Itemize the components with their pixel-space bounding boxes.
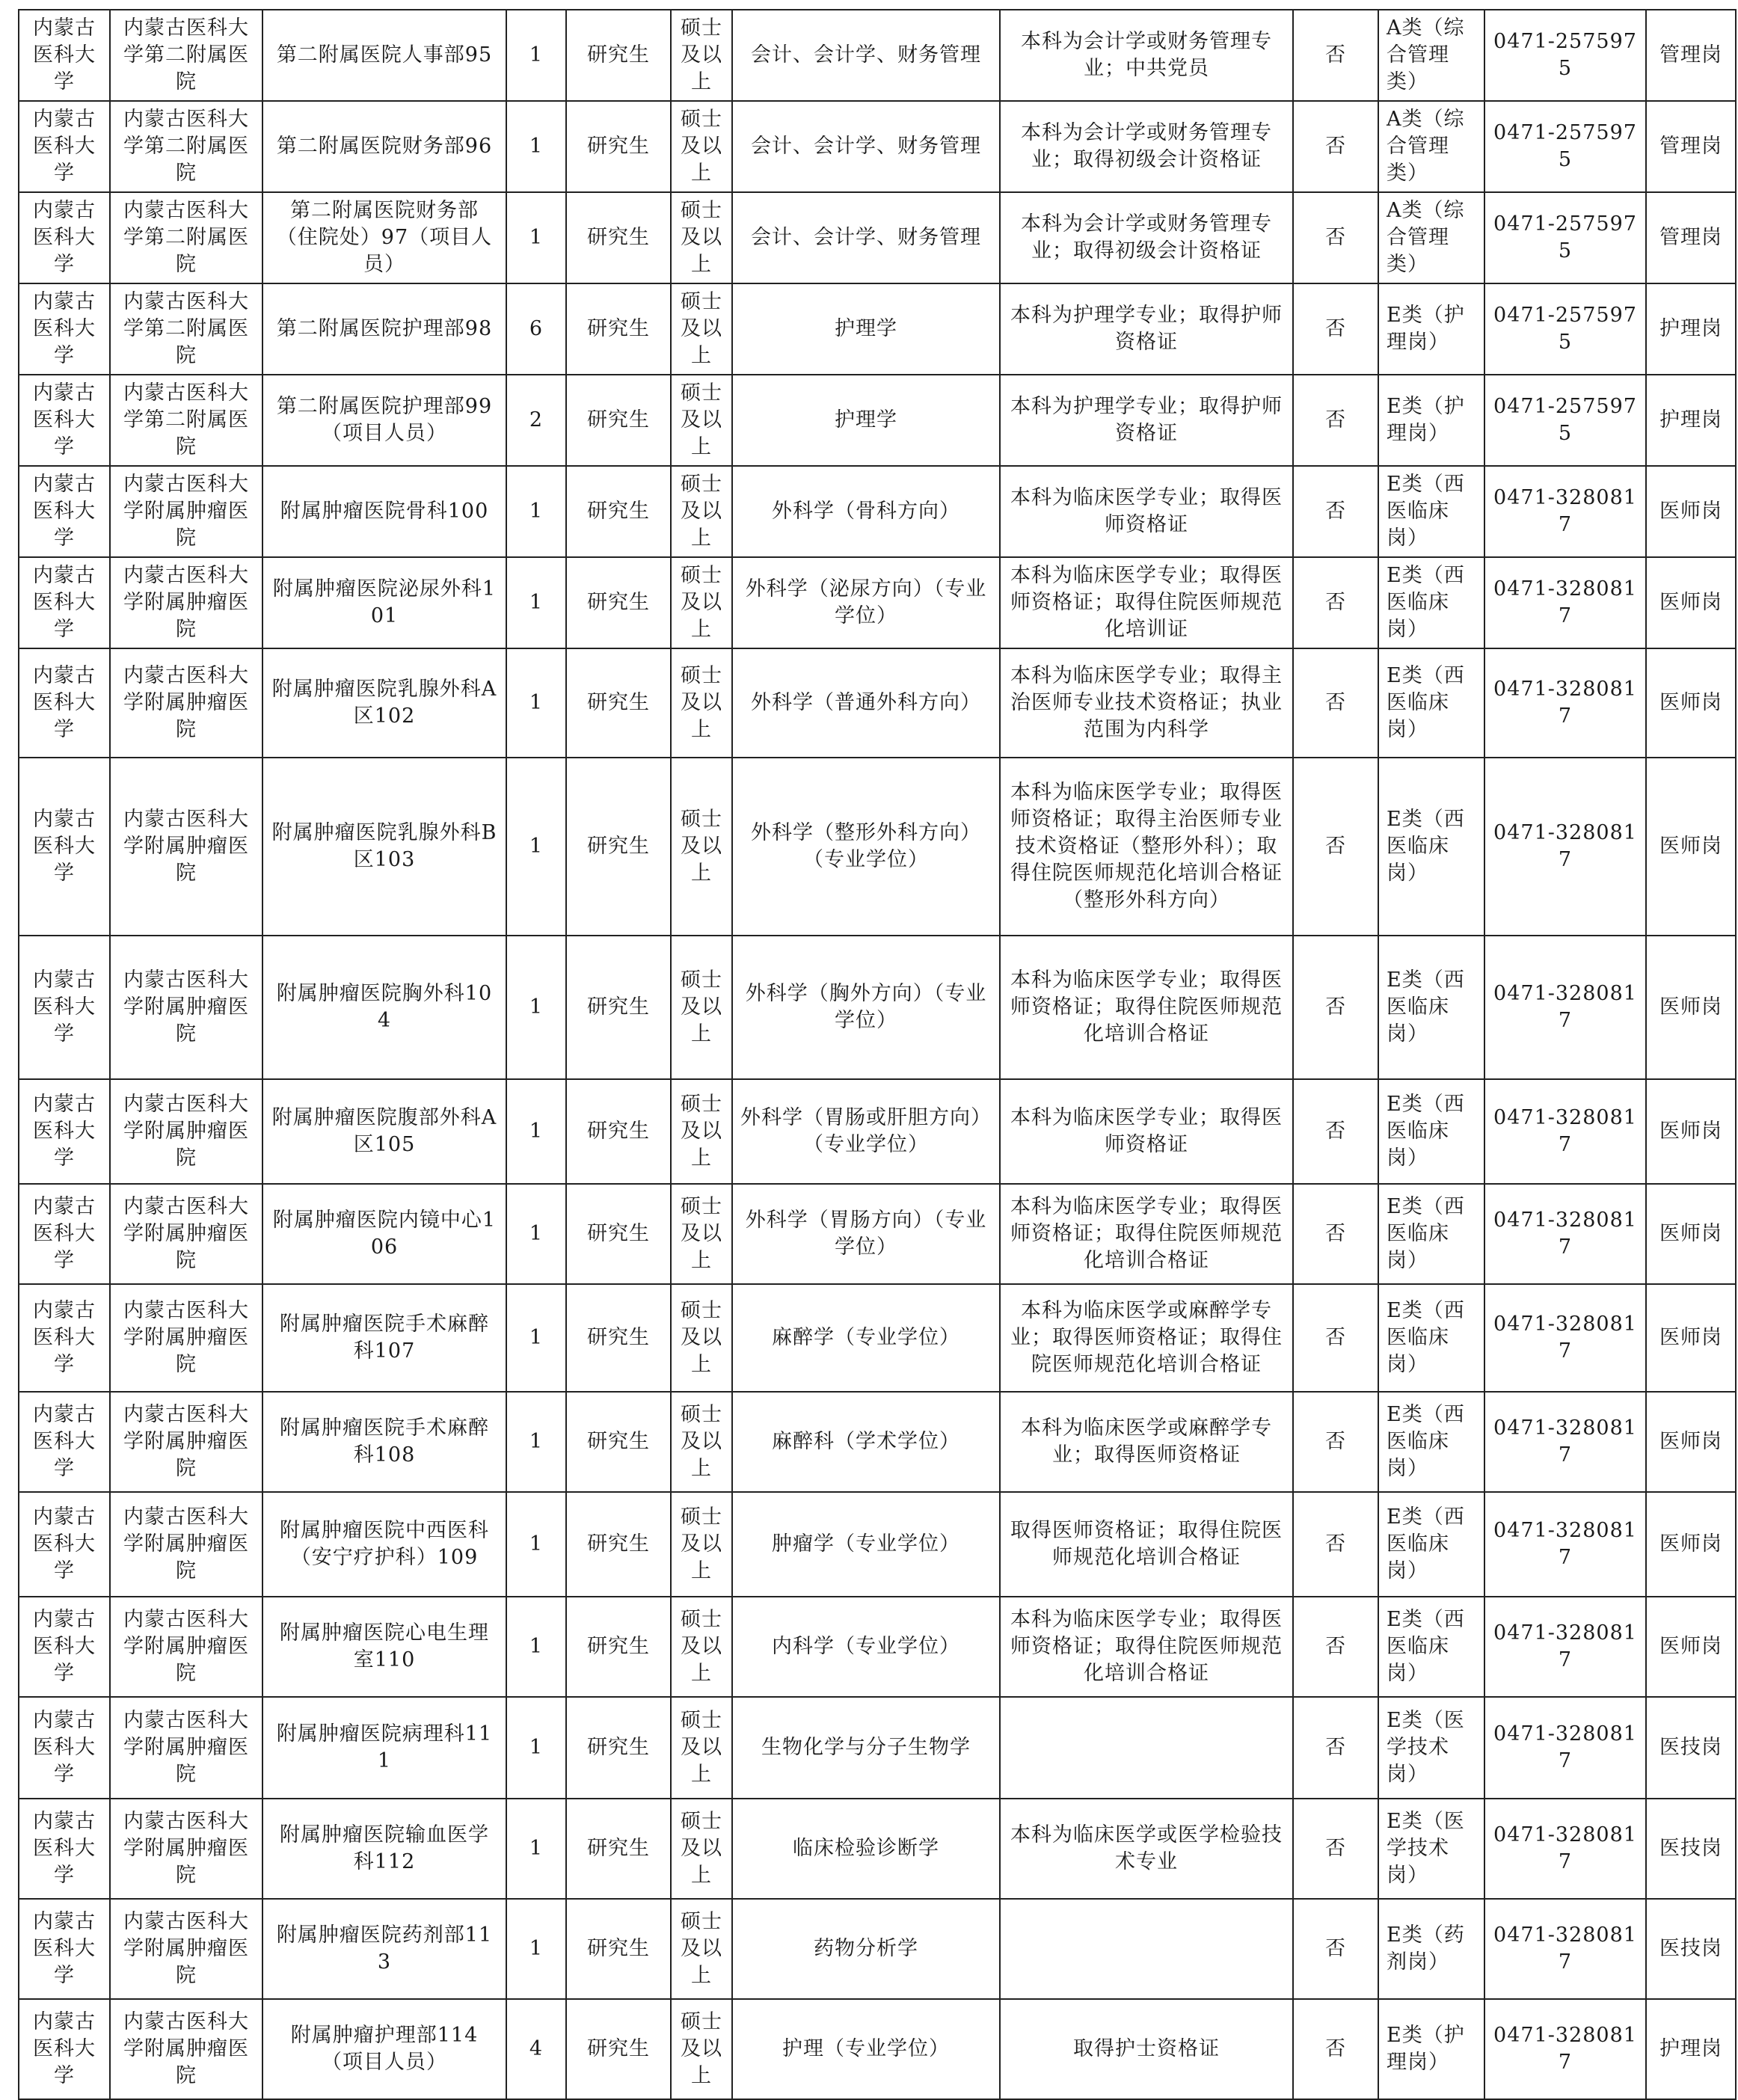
unit-cell: 内蒙古医科大学附属肿瘤医院 [110, 1597, 262, 1697]
phone-cell: 0471-3280817 [1484, 1999, 1646, 2099]
category-cell: E类（西医临床岗） [1378, 936, 1484, 1079]
department-cell: 附属肿瘤医院胸外科104 [262, 936, 506, 1079]
school-cell: 内蒙古医科大学 [19, 1079, 110, 1184]
table-row [19, 10, 1736, 101]
post-type-cell: 医师岗 [1646, 1492, 1736, 1597]
post-type-cell: 管理岗 [1646, 10, 1736, 101]
major-cell: 药物分析学 [732, 1899, 1000, 1999]
major-cell: 会计、会计学、财务管理 [732, 101, 1000, 192]
requirements-cell: 本科为临床医学专业；取得医师资格证；取得住院医师规范化培训证 [1000, 557, 1293, 648]
post-type-cell: 医师岗 [1646, 648, 1736, 758]
table-row [19, 557, 1736, 648]
major-cell: 外科学（普通外科方向） [732, 648, 1000, 758]
post-type-cell: 医师岗 [1646, 1079, 1736, 1184]
flag-cell: 否 [1293, 192, 1378, 283]
major-cell: 肿瘤学（专业学位） [732, 1492, 1000, 1597]
school-cell: 内蒙古医科大学 [19, 1184, 110, 1284]
requirements-cell: 本科为临床医学专业；取得医师资格证；取得住院医师规范化培训合格证 [1000, 1597, 1293, 1697]
education-cell: 研究生 [566, 758, 671, 936]
post-type-cell: 医师岗 [1646, 557, 1736, 648]
flag-cell: 否 [1293, 1184, 1378, 1284]
phone-cell: 0471-3280817 [1484, 1284, 1646, 1392]
table-row [19, 375, 1736, 466]
post-type-cell: 医师岗 [1646, 1284, 1736, 1392]
category-cell: E类（西医临床岗） [1378, 1079, 1484, 1184]
school-cell: 内蒙古医科大学 [19, 375, 110, 466]
table-row [19, 936, 1736, 1079]
table-row [19, 1899, 1736, 1999]
education-cell: 研究生 [566, 1799, 671, 1899]
post-type-cell: 医技岗 [1646, 1697, 1736, 1799]
unit-cell: 内蒙古医科大学附属肿瘤医院 [110, 1392, 262, 1492]
phone-cell: 0471-3280817 [1484, 1597, 1646, 1697]
table-row [19, 283, 1736, 375]
department-cell: 第二附属医院财务部96 [262, 101, 506, 192]
phone-cell: 0471-2575975 [1484, 10, 1646, 101]
education-cell: 研究生 [566, 466, 671, 557]
category-cell: E类（护理岗） [1378, 283, 1484, 375]
category-cell: E类（西医临床岗） [1378, 1184, 1484, 1284]
table-row [19, 1492, 1736, 1597]
requirements-cell: 本科为临床医学或医学检验技术专业 [1000, 1799, 1293, 1899]
category-cell: A类（综合管理类） [1378, 10, 1484, 101]
major-cell: 内科学（专业学位） [732, 1597, 1000, 1697]
headcount-cell: 1 [506, 1899, 566, 1999]
school-cell: 内蒙古医科大学 [19, 192, 110, 283]
education-cell: 研究生 [566, 1597, 671, 1697]
education-cell: 研究生 [566, 1284, 671, 1392]
major-cell: 外科学（整形外科方向）（专业学位） [732, 758, 1000, 936]
phone-cell: 0471-3280817 [1484, 936, 1646, 1079]
major-cell: 麻醉学（专业学位） [732, 1284, 1000, 1392]
flag-cell: 否 [1293, 375, 1378, 466]
department-cell: 附属肿瘤医院输血医学科112 [262, 1799, 506, 1899]
headcount-cell: 1 [506, 1184, 566, 1284]
category-cell: E类（西医临床岗） [1378, 466, 1484, 557]
category-cell: E类（西医临床岗） [1378, 557, 1484, 648]
major-cell: 护理学 [732, 375, 1000, 466]
department-cell: 附属肿瘤医院腹部外科A区105 [262, 1079, 506, 1184]
post-type-cell: 医师岗 [1646, 936, 1736, 1079]
degree-cell: 硕士及以上 [671, 1392, 732, 1492]
flag-cell: 否 [1293, 1392, 1378, 1492]
degree-cell: 硕士及以上 [671, 1697, 732, 1799]
department-cell: 附属肿瘤护理部114（项目人员） [262, 1999, 506, 2099]
degree-cell: 硕士及以上 [671, 1597, 732, 1697]
category-cell: E类（西医临床岗） [1378, 1597, 1484, 1697]
school-cell: 内蒙古医科大学 [19, 936, 110, 1079]
unit-cell: 内蒙古医科大学附属肿瘤医院 [110, 758, 262, 936]
table-row [19, 1999, 1736, 2099]
requirements-cell: 本科为临床医学专业；取得医师资格证 [1000, 1079, 1293, 1184]
school-cell: 内蒙古医科大学 [19, 1597, 110, 1697]
school-cell: 内蒙古医科大学 [19, 1697, 110, 1799]
headcount-cell: 1 [506, 1492, 566, 1597]
headcount-cell: 1 [506, 557, 566, 648]
school-cell: 内蒙古医科大学 [19, 10, 110, 101]
category-cell: E类（护理岗） [1378, 1999, 1484, 2099]
flag-cell: 否 [1293, 1079, 1378, 1184]
education-cell: 研究生 [566, 1697, 671, 1799]
category-cell: E类（西医临床岗） [1378, 648, 1484, 758]
post-type-cell: 管理岗 [1646, 192, 1736, 283]
department-cell: 附属肿瘤医院药剂部113 [262, 1899, 506, 1999]
major-cell: 会计、会计学、财务管理 [732, 192, 1000, 283]
requirements-cell: 本科为临床医学专业；取得医师资格证 [1000, 466, 1293, 557]
education-cell: 研究生 [566, 192, 671, 283]
category-cell: E类（西医临床岗） [1378, 1492, 1484, 1597]
headcount-cell: 1 [506, 936, 566, 1079]
headcount-cell: 4 [506, 1999, 566, 2099]
unit-cell: 内蒙古医科大学第二附属医院 [110, 101, 262, 192]
category-cell: E类（西医临床岗） [1378, 1284, 1484, 1392]
education-cell: 研究生 [566, 1392, 671, 1492]
post-type-cell: 医技岗 [1646, 1899, 1736, 1999]
unit-cell: 内蒙古医科大学附属肿瘤医院 [110, 1999, 262, 2099]
degree-cell: 硕士及以上 [671, 1999, 732, 2099]
school-cell: 内蒙古医科大学 [19, 1392, 110, 1492]
requirements-cell: 本科为临床医学专业；取得医师资格证；取得住院医师规范化培训合格证 [1000, 936, 1293, 1079]
flag-cell: 否 [1293, 936, 1378, 1079]
headcount-cell: 1 [506, 1392, 566, 1492]
unit-cell: 内蒙古医科大学附属肿瘤医院 [110, 1284, 262, 1392]
school-cell: 内蒙古医科大学 [19, 101, 110, 192]
headcount-cell: 1 [506, 1079, 566, 1184]
degree-cell: 硕士及以上 [671, 1184, 732, 1284]
school-cell: 内蒙古医科大学 [19, 1284, 110, 1392]
department-cell: 附属肿瘤医院手术麻醉科107 [262, 1284, 506, 1392]
requirements-cell [1000, 1697, 1293, 1799]
phone-cell: 0471-3280817 [1484, 1079, 1646, 1184]
education-cell: 研究生 [566, 557, 671, 648]
department-cell: 第二附属医院护理部98 [262, 283, 506, 375]
department-cell: 附属肿瘤医院乳腺外科B区103 [262, 758, 506, 936]
post-type-cell: 护理岗 [1646, 375, 1736, 466]
requirements-cell: 本科为护理学专业；取得护师资格证 [1000, 283, 1293, 375]
education-cell: 研究生 [566, 936, 671, 1079]
table-row [19, 1697, 1736, 1799]
phone-cell: 0471-3280817 [1484, 648, 1646, 758]
major-cell: 麻醉科（学术学位） [732, 1392, 1000, 1492]
school-cell: 内蒙古医科大学 [19, 466, 110, 557]
table-row [19, 466, 1736, 557]
flag-cell: 否 [1293, 1284, 1378, 1392]
flag-cell: 否 [1293, 10, 1378, 101]
flag-cell: 否 [1293, 1999, 1378, 2099]
flag-cell: 否 [1293, 101, 1378, 192]
department-cell: 第二附属医院护理部99（项目人员） [262, 375, 506, 466]
unit-cell: 内蒙古医科大学第二附属医院 [110, 375, 262, 466]
post-type-cell: 医师岗 [1646, 1184, 1736, 1284]
category-cell: E类（医学技术岗） [1378, 1799, 1484, 1899]
flag-cell: 否 [1293, 1799, 1378, 1899]
phone-cell: 0471-3280817 [1484, 1899, 1646, 1999]
requirements-cell: 取得护士资格证 [1000, 1999, 1293, 2099]
unit-cell: 内蒙古医科大学第二附属医院 [110, 192, 262, 283]
school-cell: 内蒙古医科大学 [19, 557, 110, 648]
degree-cell: 硕士及以上 [671, 375, 732, 466]
category-cell: E类（西医临床岗） [1378, 1392, 1484, 1492]
requirements-cell [1000, 1899, 1293, 1999]
phone-cell: 0471-2575975 [1484, 192, 1646, 283]
degree-cell: 硕士及以上 [671, 648, 732, 758]
requirements-cell: 本科为会计学或财务管理专业；取得初级会计资格证 [1000, 101, 1293, 192]
major-cell: 护理学 [732, 283, 1000, 375]
table-row [19, 1392, 1736, 1492]
headcount-cell: 1 [506, 466, 566, 557]
department-cell: 附属肿瘤医院乳腺外科A区102 [262, 648, 506, 758]
flag-cell: 否 [1293, 283, 1378, 375]
major-cell: 护理（专业学位） [732, 1999, 1000, 2099]
requirements-cell: 本科为临床医学专业；取得医师资格证；取得主治医师专业技术资格证（整形外科）；取得住院医师规范化培训合格证（整形外科方向） [1000, 758, 1293, 936]
requirements-cell: 本科为临床医学或麻醉学专业；取得医师资格证；取得住院医师规范化培训合格证 [1000, 1284, 1293, 1392]
requirements-cell: 本科为会计学或财务管理专业；取得初级会计资格证 [1000, 192, 1293, 283]
category-cell: A类（综合管理类） [1378, 101, 1484, 192]
department-cell: 附属肿瘤医院中西医科（安宁疗护科）109 [262, 1492, 506, 1597]
requirements-cell: 本科为会计学或财务管理专业；中共党员 [1000, 10, 1293, 101]
major-cell: 临床检验诊断学 [732, 1799, 1000, 1899]
headcount-cell: 1 [506, 1697, 566, 1799]
flag-cell: 否 [1293, 1597, 1378, 1697]
degree-cell: 硕士及以上 [671, 936, 732, 1079]
post-type-cell: 护理岗 [1646, 1999, 1736, 2099]
education-cell: 研究生 [566, 101, 671, 192]
requirements-cell: 本科为临床医学专业；取得医师资格证；取得住院医师规范化培训合格证 [1000, 1184, 1293, 1284]
school-cell: 内蒙古医科大学 [19, 283, 110, 375]
education-cell: 研究生 [566, 648, 671, 758]
flag-cell: 否 [1293, 1697, 1378, 1799]
degree-cell: 硕士及以上 [671, 1899, 732, 1999]
headcount-cell: 1 [506, 1284, 566, 1392]
degree-cell: 硕士及以上 [671, 192, 732, 283]
department-cell: 第二附属医院财务部（住院处）97（项目人员） [262, 192, 506, 283]
table-row [19, 192, 1736, 283]
phone-cell: 0471-3280817 [1484, 466, 1646, 557]
unit-cell: 内蒙古医科大学附属肿瘤医院 [110, 1184, 262, 1284]
category-cell: A类（综合管理类） [1378, 192, 1484, 283]
education-cell: 研究生 [566, 1899, 671, 1999]
school-cell: 内蒙古医科大学 [19, 1799, 110, 1899]
phone-cell: 0471-2575975 [1484, 283, 1646, 375]
flag-cell: 否 [1293, 557, 1378, 648]
post-type-cell: 医师岗 [1646, 1392, 1736, 1492]
department-cell: 附属肿瘤医院内镜中心106 [262, 1184, 506, 1284]
education-cell: 研究生 [566, 10, 671, 101]
degree-cell: 硕士及以上 [671, 557, 732, 648]
unit-cell: 内蒙古医科大学第二附属医院 [110, 283, 262, 375]
headcount-cell: 1 [506, 101, 566, 192]
unit-cell: 内蒙古医科大学附属肿瘤医院 [110, 648, 262, 758]
degree-cell: 硕士及以上 [671, 10, 732, 101]
department-cell: 附属肿瘤医院手术麻醉科108 [262, 1392, 506, 1492]
degree-cell: 硕士及以上 [671, 466, 732, 557]
phone-cell: 0471-3280817 [1484, 1184, 1646, 1284]
degree-cell: 硕士及以上 [671, 1799, 732, 1899]
major-cell: 会计、会计学、财务管理 [732, 10, 1000, 101]
school-cell: 内蒙古医科大学 [19, 1492, 110, 1597]
table-row [19, 1184, 1736, 1284]
education-cell: 研究生 [566, 1184, 671, 1284]
education-cell: 研究生 [566, 1492, 671, 1597]
unit-cell: 内蒙古医科大学附属肿瘤医院 [110, 1799, 262, 1899]
phone-cell: 0471-3280817 [1484, 1697, 1646, 1799]
category-cell: E类（医学技术岗） [1378, 1697, 1484, 1799]
major-cell: 外科学（胸外方向）（专业学位） [732, 936, 1000, 1079]
degree-cell: 硕士及以上 [671, 283, 732, 375]
major-cell: 外科学（泌尿方向）（专业学位） [732, 557, 1000, 648]
education-cell: 研究生 [566, 375, 671, 466]
major-cell: 生物化学与分子生物学 [732, 1697, 1000, 1799]
school-cell: 内蒙古医科大学 [19, 648, 110, 758]
requirements-cell: 本科为护理学专业；取得护师资格证 [1000, 375, 1293, 466]
unit-cell: 内蒙古医科大学第二附属医院 [110, 10, 262, 101]
flag-cell: 否 [1293, 1492, 1378, 1597]
phone-cell: 0471-3280817 [1484, 557, 1646, 648]
school-cell: 内蒙古医科大学 [19, 1899, 110, 1999]
post-type-cell: 医技岗 [1646, 1799, 1736, 1899]
post-type-cell: 管理岗 [1646, 101, 1736, 192]
phone-cell: 0471-3280817 [1484, 1492, 1646, 1597]
department-cell: 附属肿瘤医院心电生理室110 [262, 1597, 506, 1697]
headcount-cell: 2 [506, 375, 566, 466]
unit-cell: 内蒙古医科大学附属肿瘤医院 [110, 466, 262, 557]
table-row [19, 1079, 1736, 1184]
headcount-cell: 1 [506, 1799, 566, 1899]
phone-cell: 0471-2575975 [1484, 375, 1646, 466]
headcount-cell: 1 [506, 10, 566, 101]
flag-cell: 否 [1293, 758, 1378, 936]
category-cell: E类（护理岗） [1378, 375, 1484, 466]
degree-cell: 硕士及以上 [671, 1079, 732, 1184]
phone-cell: 0471-3280817 [1484, 758, 1646, 936]
department-cell: 第二附属医院人事部95 [262, 10, 506, 101]
post-type-cell: 护理岗 [1646, 283, 1736, 375]
table-row [19, 101, 1736, 192]
category-cell: E类（西医临床岗） [1378, 758, 1484, 936]
requirements-cell: 本科为临床医学专业；取得主治医师专业技术资格证；执业范围为内科学 [1000, 648, 1293, 758]
flag-cell: 否 [1293, 466, 1378, 557]
post-type-cell: 医师岗 [1646, 1597, 1736, 1697]
school-cell: 内蒙古医科大学 [19, 1999, 110, 2099]
table-row [19, 1799, 1736, 1899]
unit-cell: 内蒙古医科大学附属肿瘤医院 [110, 936, 262, 1079]
department-cell: 附属肿瘤医院病理科111 [262, 1697, 506, 1799]
unit-cell: 内蒙古医科大学附属肿瘤医院 [110, 1079, 262, 1184]
post-type-cell: 医师岗 [1646, 758, 1736, 936]
table-row [19, 648, 1736, 758]
department-cell: 附属肿瘤医院泌尿外科101 [262, 557, 506, 648]
department-cell: 附属肿瘤医院骨科100 [262, 466, 506, 557]
phone-cell: 0471-3280817 [1484, 1392, 1646, 1492]
flag-cell: 否 [1293, 648, 1378, 758]
degree-cell: 硕士及以上 [671, 758, 732, 936]
education-cell: 研究生 [566, 1079, 671, 1184]
phone-cell: 0471-2575975 [1484, 101, 1646, 192]
major-cell: 外科学（骨科方向） [732, 466, 1000, 557]
table-body [19, 10, 1736, 2099]
recruitment-table [18, 9, 1737, 2100]
table-row [19, 1597, 1736, 1697]
major-cell: 外科学（胃肠方向）（专业学位） [732, 1184, 1000, 1284]
category-cell: E类（药剂岗） [1378, 1899, 1484, 1999]
headcount-cell: 1 [506, 758, 566, 936]
major-cell: 外科学（胃肠或肝胆方向）（专业学位） [732, 1079, 1000, 1184]
phone-cell: 0471-3280817 [1484, 1799, 1646, 1899]
headcount-cell: 1 [506, 1597, 566, 1697]
unit-cell: 内蒙古医科大学附属肿瘤医院 [110, 557, 262, 648]
headcount-cell: 1 [506, 648, 566, 758]
requirements-cell: 取得医师资格证；取得住院医师规范化培训合格证 [1000, 1492, 1293, 1597]
flag-cell: 否 [1293, 1899, 1378, 1999]
unit-cell: 内蒙古医科大学附属肿瘤医院 [110, 1899, 262, 1999]
headcount-cell: 6 [506, 283, 566, 375]
degree-cell: 硕士及以上 [671, 1492, 732, 1597]
unit-cell: 内蒙古医科大学附属肿瘤医院 [110, 1697, 262, 1799]
requirements-cell: 本科为临床医学或麻醉学专业；取得医师资格证 [1000, 1392, 1293, 1492]
unit-cell: 内蒙古医科大学附属肿瘤医院 [110, 1492, 262, 1597]
education-cell: 研究生 [566, 283, 671, 375]
school-cell: 内蒙古医科大学 [19, 758, 110, 936]
education-cell: 研究生 [566, 1999, 671, 2099]
table-row [19, 1284, 1736, 1392]
table-row [19, 758, 1736, 936]
degree-cell: 硕士及以上 [671, 1284, 732, 1392]
degree-cell: 硕士及以上 [671, 101, 732, 192]
headcount-cell: 1 [506, 192, 566, 283]
post-type-cell: 医师岗 [1646, 466, 1736, 557]
